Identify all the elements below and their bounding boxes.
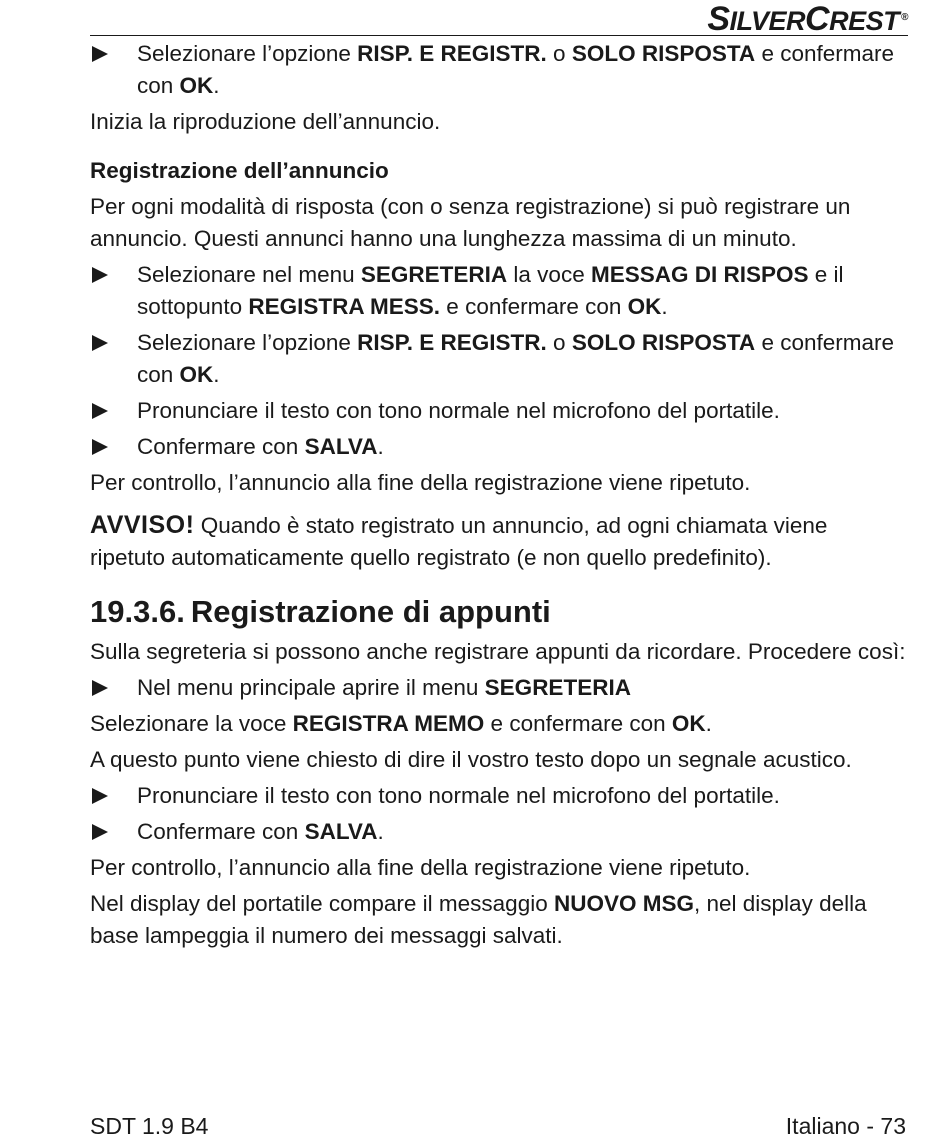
page-footer xyxy=(90,1112,906,1140)
bullet-step: Selezionare nel menu SEGRETERIA la voce MESSAG DI RISPOS e il sottopunto REGISTRA MESS. e confermare con OK. xyxy=(90,259,908,323)
arrow-bullet-icon xyxy=(92,439,108,455)
section-heading: 19.3.6. Registrazione di appunti xyxy=(90,594,551,629)
paragraph: A questo punto viene chiesto di dire il vostro testo dopo un segnale acustico. xyxy=(90,747,852,772)
notice-label: AVVISO! xyxy=(90,511,195,539)
arrow-bullet-icon xyxy=(92,680,108,696)
page-content xyxy=(90,38,908,956)
arrow-bullet-icon xyxy=(92,403,108,419)
bullet-step: Selezionare l’opzione RISP. E REGISTR. o SOLO RISPOSTA e confermare con OK. xyxy=(90,38,908,102)
paragraph: Sulla segreteria si possono anche registrare appunti da ricordare. Procedere così: xyxy=(90,639,906,664)
paragraph: Per controllo, l’annuncio alla fine della registrazione viene ripetuto. xyxy=(90,855,751,880)
bullet-step: Confermare con SALVA. xyxy=(90,431,908,463)
bullet-step: Selezionare l’opzione RISP. E REGISTR. o SOLO RISPOSTA e confermare con OK. xyxy=(90,327,908,391)
bullet-step: Pronunciare il testo con tono normale nel microfono del portatile. xyxy=(90,780,908,812)
bullet-step: Confermare con SALVA. xyxy=(90,816,908,848)
paragraph: Per ogni modalità di risposta (con o senza registrazione) si può registrare un annuncio. Questi annunci hanno una lunghezza massima di un minuto. xyxy=(90,194,851,251)
model-label: SDT 1.9 B4 xyxy=(90,1113,209,1139)
arrow-bullet-icon xyxy=(92,788,108,804)
paragraph: Nel display del portatile compare il messaggio NUOVO MSG, nel display della base lampeggia il numero dei messaggi salvati. xyxy=(90,891,867,948)
arrow-bullet-icon xyxy=(92,46,108,62)
notice: AVVISO! Quando è stato registrato un annuncio, ad ogni chiamata viene ripetuto automaticamente quello registrato (e non quello predefinito). xyxy=(90,511,828,570)
bullet-step: Pronunciare il testo con tono normale nel microfono del portatile. xyxy=(90,395,908,427)
paragraph: Inizia la riproduzione dell’annuncio. xyxy=(90,109,441,134)
brand-logo: SILVERCREST ® xyxy=(707,0,908,38)
paragraph: Per controllo, l’annuncio alla fine della registrazione viene ripetuto. xyxy=(90,470,751,495)
page-number: Italiano - 73 xyxy=(785,1113,906,1139)
bullet-step: Nel menu principale aprire il menu SEGRETERIA xyxy=(90,672,908,704)
arrow-bullet-icon xyxy=(92,267,108,283)
header-rule xyxy=(90,35,908,36)
arrow-bullet-icon xyxy=(92,824,108,840)
arrow-bullet-icon xyxy=(92,335,108,351)
paragraph: Selezionare la voce REGISTRA MEMO e confermare con OK. xyxy=(90,711,712,736)
subheading: Registrazione dell’annuncio xyxy=(90,158,389,183)
